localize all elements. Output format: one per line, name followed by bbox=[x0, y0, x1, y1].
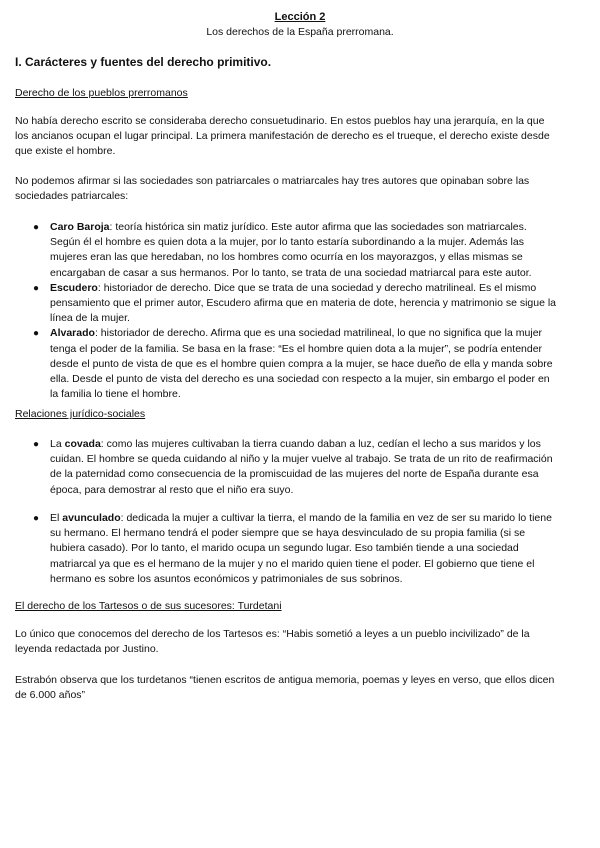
author-name: Caro Baroja bbox=[50, 221, 110, 233]
item-term: covada bbox=[64, 438, 101, 450]
subheading-pueblos-prerromanos: Derecho de los pueblos prerromanos bbox=[15, 87, 188, 99]
item-prefix: El bbox=[50, 512, 63, 524]
list-item-caro-baroja bbox=[0, 220, 560, 281]
bullet-icon: ● bbox=[33, 282, 40, 294]
lesson-title: Lección 2 bbox=[274, 11, 326, 23]
relaciones-list-covada bbox=[0, 437, 560, 498]
paragraph-sociedades: No podemos afirmar si las sociedades son patriarcales o matriarcales hay tres autores que opinaban sobre las sociedades patriarcales: bbox=[15, 175, 530, 203]
bullet-icon: ● bbox=[33, 513, 40, 524]
author-text: : historiador de derecho. Afirma que es una sociedad matrilineal, lo que no significa que la mujer tenga el poder de la familia. Se basa en la frase: “Es el hombre quien dota a la mujer”, se podría entender desde el punto de vista de que es el hombre quien compra a la mujer, se hace dueño de ella y manda sobre ella. Desde el punto de vista del derecho es una sociedad con respecto a la mujer, sin embargo el poder en la familia lo tiene el hombre. bbox=[50, 327, 553, 401]
author-text: : historiador de derecho. Dice que se trata de una sociedad y derecho matrilineal. Es el mismo pensamiento que el primer autor, Escudero afirma que en materia de dote, herencia y matrimonio se sigue la línea de la mujer. bbox=[50, 281, 557, 325]
author-name: Alvarado bbox=[50, 327, 95, 340]
authors-list bbox=[0, 220, 560, 402]
author-name: Escudero bbox=[50, 281, 98, 294]
lesson-subtitle: Los derechos de la España prerromana. bbox=[206, 26, 394, 38]
subheading-tartesos: El derecho de los Tartesos o de sus sucesores: Turdetani bbox=[15, 600, 282, 612]
paragraph-tartesos: Lo único que conocemos del derecho de los Tartesos es: “Habis sometió a leyes a un pueblo incivilizado” de la leyenda redactada por Justino. bbox=[15, 628, 530, 656]
list-item-avunculado bbox=[0, 511, 560, 587]
paragraph-derecho-consuetudinario: No había derecho escrito se consideraba derecho consuetudinario. En estos pueblos hay una jerarquía, en la que los ancianos ocupan el lugar principal. La primera manifestación de derecho es el trueque, el derecho existe desde que existe el hombre. bbox=[15, 115, 550, 158]
list-item-alvarado bbox=[0, 326, 560, 402]
list-item-escudero bbox=[0, 281, 560, 327]
section-heading: I. Carácteres y fuentes del derecho primitivo. bbox=[15, 55, 272, 69]
bullet-icon: ● bbox=[33, 439, 40, 450]
item-text: : dedicada la mujer a cultivar la tierra, el mando de la familia en vez de ser su marido lo tiene su hermano. El hermano tendrá el poder siempre que se haya desvinculado de su propia familia (si se hubiera casado). Por lo tanto, el marido ocupa un segundo lugar. Eso también tiende a una sociedad matriarcal ya que es el hermano de la mujer y no el marido quien tiene el poder. El gobierno que tiene el hermano es sobre los asuntos económicos y patrimoniales de sus sobrinos. bbox=[50, 512, 552, 585]
relaciones-list-avunculado bbox=[0, 511, 560, 587]
bullet-icon: ● bbox=[33, 222, 40, 233]
list-item-covada bbox=[0, 437, 560, 498]
item-text: : como las mujeres cultivaban la tierra cuando daban a luz, cedían el lecho a sus maridos y los cuidan. El hombre se queda cuidando al niño y la mujer vuelve al trabajo. Se trata de un rito de reafirmación de la paternidad como consecuencia de la promiscuidad de las mujeres del norte de España durante esa época, para demostrar al resto que el niño era suyo. bbox=[50, 438, 553, 496]
bullet-icon: ● bbox=[33, 328, 40, 340]
paragraph-estrabon: Estrabón observa que los turdetanos “tienen escritos de antigua memoria, poemas y leyes en verso, que ellos dicen de 6.000 años” bbox=[15, 674, 555, 702]
item-prefix: La bbox=[50, 438, 65, 450]
author-text: : teoría histórica sin matiz jurídico. Este autor afirma que las sociedades son matriarcales. Según él el hombre es quien dota a la mujer, por lo tanto estaría subordinando a la mujer. Además las mujeres eran las que heredaban, no los hombres como ocurría en los mayorazgos, y ellas mismas se encargaban de casar a sus hermanos. Por lo tanto, se trata de una sociedad matriarcal para este autor. bbox=[50, 221, 532, 279]
subheading-relaciones: Relaciones jurídico-sociales bbox=[15, 408, 146, 420]
item-term: avunculado bbox=[62, 512, 121, 524]
